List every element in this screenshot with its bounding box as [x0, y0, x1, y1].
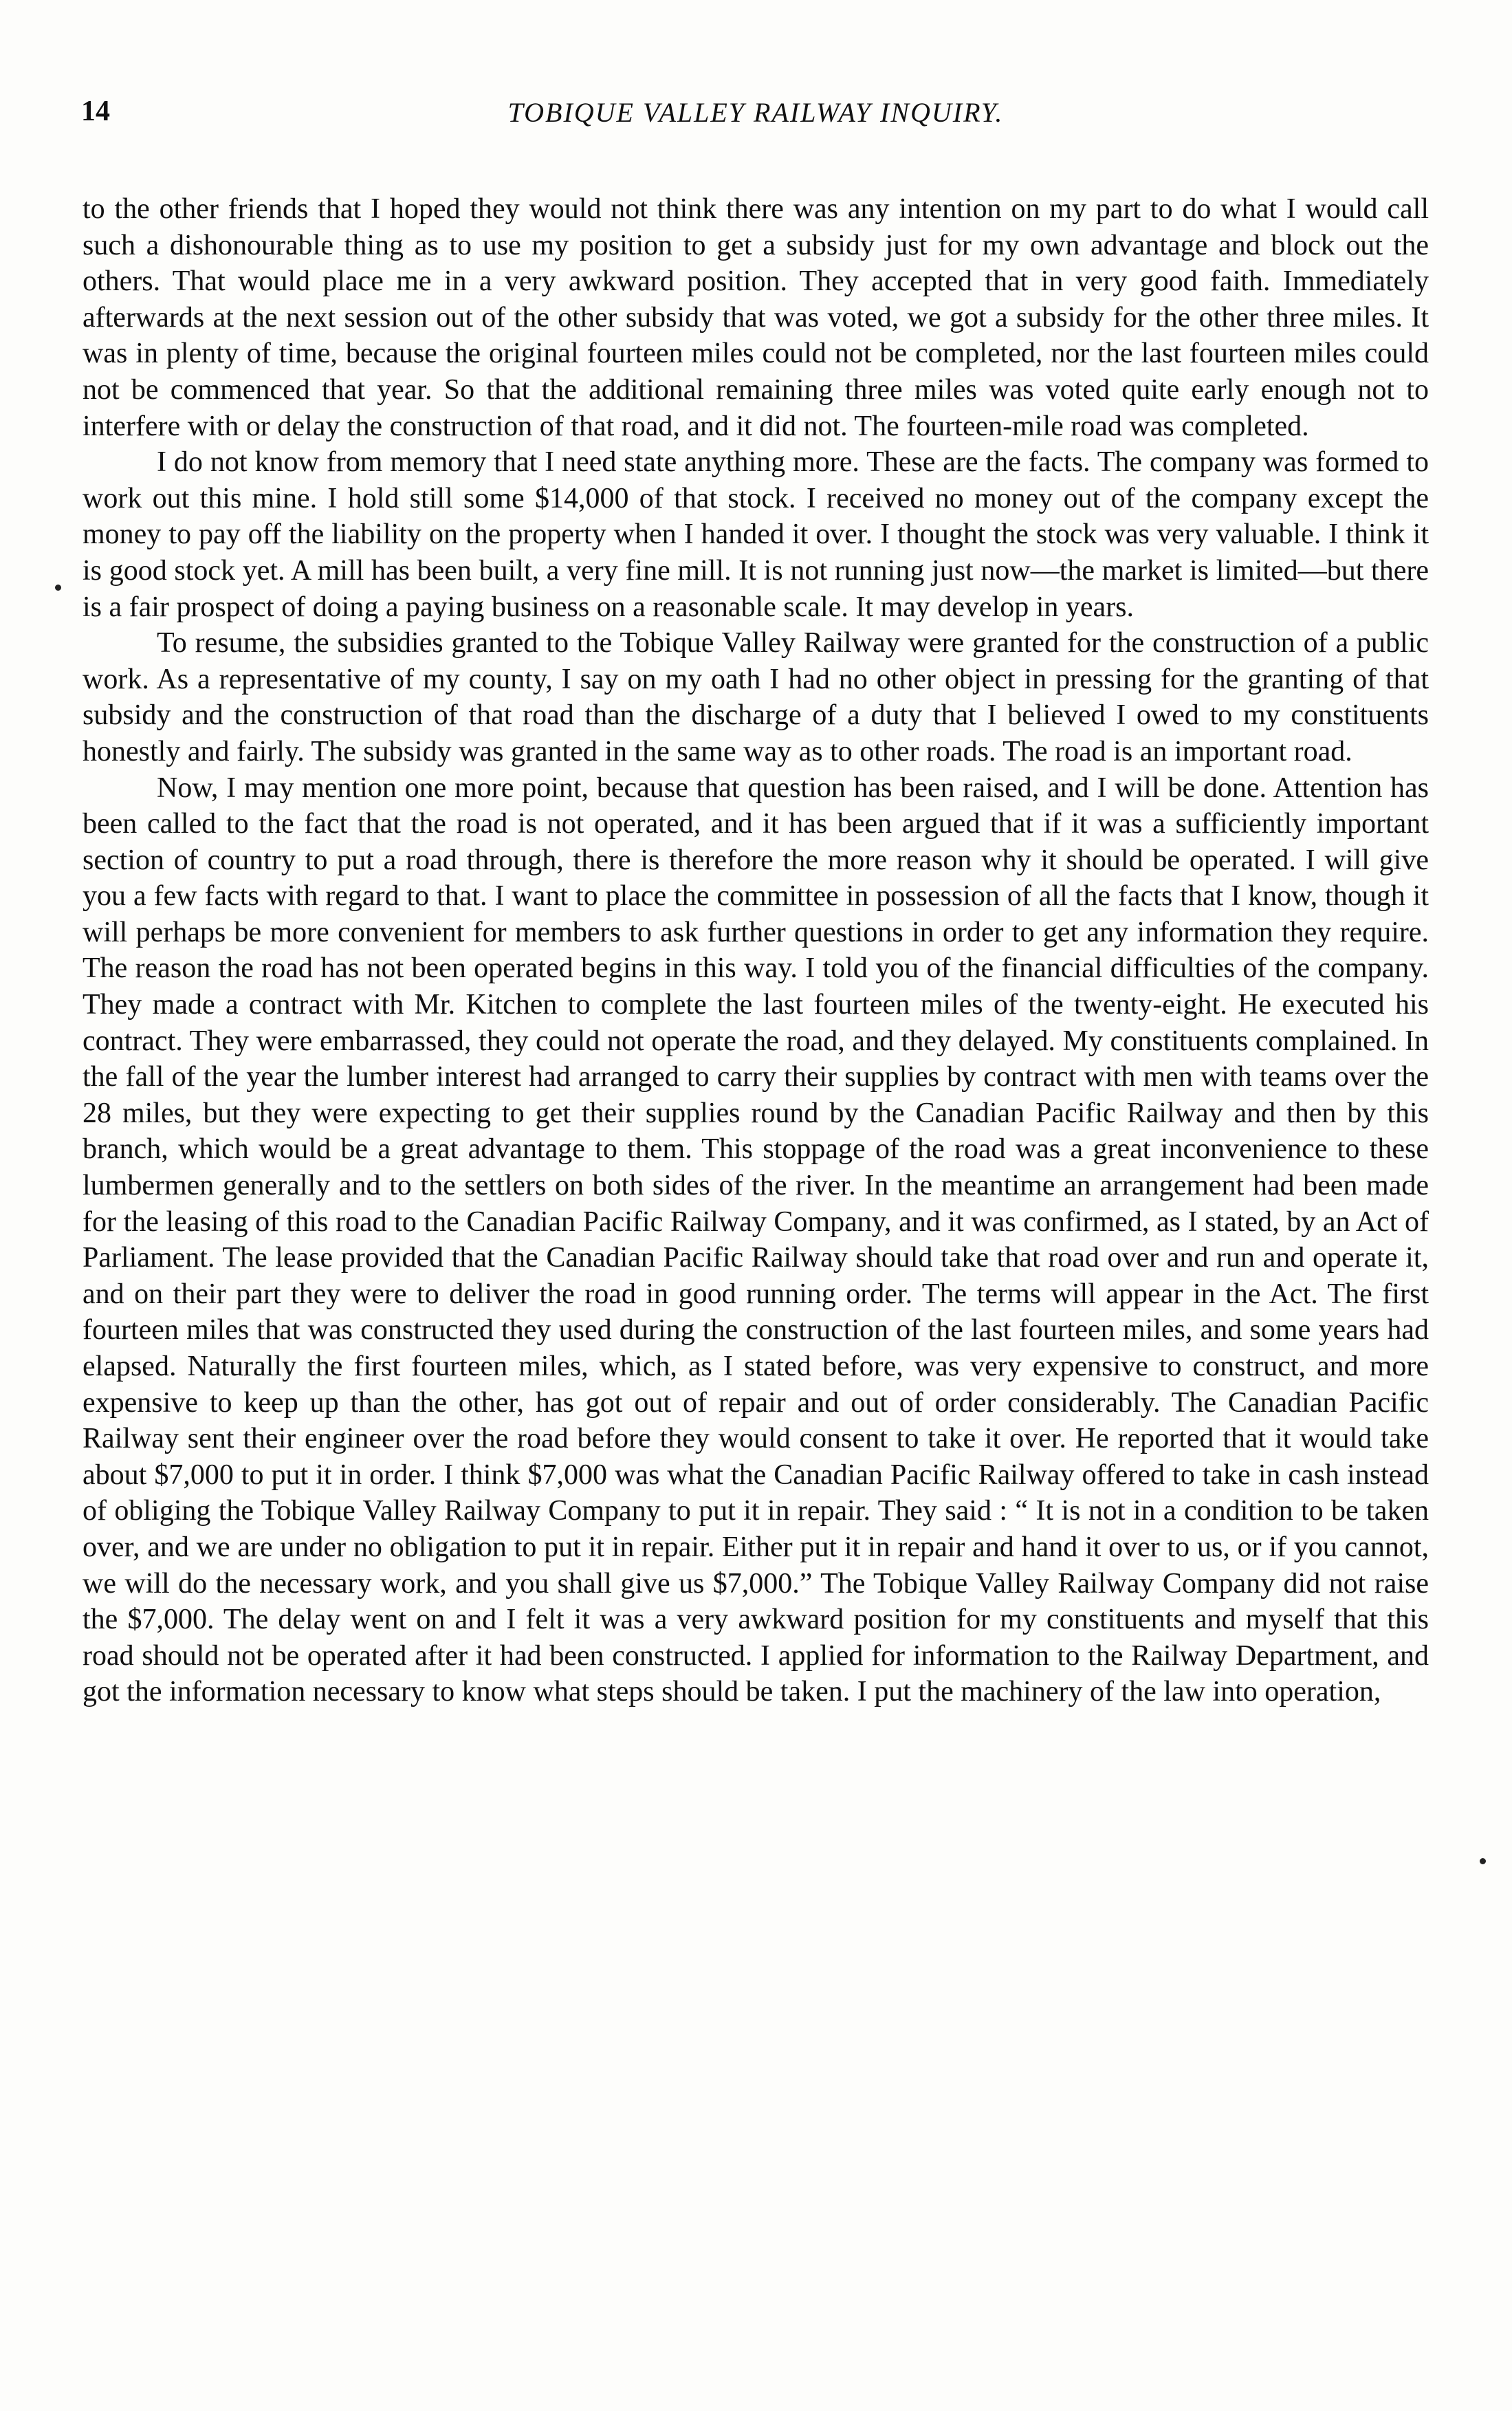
- page-header: [81, 95, 1430, 138]
- running-head: TOBIQUE VALLEY RAILWAY INQUIRY.: [507, 97, 1004, 128]
- page-number: 14: [81, 96, 110, 127]
- print-speck: [55, 585, 61, 591]
- paragraph: I do not know from memory that I need state anything more. These are the facts. The company was formed to work out this mine. I hold still some $14,000 of that stock. I received no money out of the company except the money to pay off the liability on the property when I handed it over. I thought the stock was very valuable. I think it is good stock yet. A mill has been built, a very fine mill. It is not running just now—the market is limited—but there is a fair prospect of doing a paying business on a reasonable scale. It may develop in years.: [83, 446, 1429, 623]
- body-text: [83, 191, 1429, 1710]
- paragraph: Now, I may mention one more point, because that question has been raised, and I will be done. Attention has been called to the fact that the road is not operated, and it has been argued that if it was a sufficiently important section of country to put a road through, there is therefore the more reason why it should be operated. I will give you a few facts with regard to that. I want to place the committee in possession of all the facts that I know, though it will perhaps be more convenient for members to ask further questions in order to get any information they require. The reason the road has not been operated begins in this way. I told you of the financial difficulties of the company. They made a contract with Mr. Kitchen to complete the last fourteen miles of the twenty-eight. He executed his contract. They were embarrassed, they could not operate the road, and they delayed. My constituents complained. In the fall of the year the lumber interest had arranged to carry their supplies by contract with men with teams over the 28 miles, but they were expecting to get their supplies round by the Canadian Pacific Railway and then by this branch, which would be a great advantage to them. This stoppage of the road was a great inconvenience to these lumbermen generally and to the settlers on both sides of the river. In the meantime an arrangement had been made for the leasing of this road to the Canadian Pacific Railway Company, and it was confirmed, as I stated, by an Act of Parliament. The lease provided that the Canadian Pacific Railway should take that road over and run and operate it, and on their part they were to deliver the road in good running order. The terms will appear in the Act. The first fourteen miles that was constructed they used during the construction of the last fourteen miles, and some years had elapsed. Naturally the first fourteen miles, which, as I stated before, was very expensive to construct, and more expensive to keep up than the other, has got out of repair and out of order considerably. The Canadian Pacific Railway sent their engineer over the road before they would consent to take it over. He reported that it would take about $7,000 to put it in order. I think $7,000 was what the Canadian Pacific Railway offered to take in cash instead of obliging the Tobique Valley Railway Company to put it in repair. They said : “ It is not in a condition to be taken over, and we are under no obligation to put it in repair. Either put it in repair and hand it over to us, or if you cannot, we will do the necessary work, and you shall give us $7,000.” The Tobique Valley Railway Company did not raise the $7,000. The delay went on and I felt it was a very awkward position for my constituents and myself that this road should not be operated after it had been constructed. I applied for information to the Railway Department, and got the information necessary to know what steps should be taken. I put the machinery of the law into operation,: [83, 772, 1429, 1708]
- paragraph: To resume, the subsidies granted to the Tobique Valley Railway were granted for the construction of a public work. As a representative of my county, I say on my oath I had no other object in pressing for the granting of that subsidy and the construction of that road than the discharge of a duty that I believed I owed to my constituents honestly and fairly. The subsidy was granted in the same way as to other roads. The road is an important road.: [83, 627, 1429, 767]
- print-speck: [1480, 1858, 1486, 1864]
- paragraph: to the other friends that I hoped they would not think there was any intention on my part to do what I would call such a dishonourable thing as to use my position to get a subsidy just for my own advantage and block out the others. That would place me in a very awkward position. They accepted that in very good faith. Immediately afterwards at the next session out of the other subsidy that was voted, we got a subsidy for the other three miles. It was in plenty of time, because the original fourteen miles could not be completed, nor the last fourteen miles could not be commenced that year. So that the additional remaining three miles was voted quite early enough not to interfere with or delay the construction of that road, and it did not. The fourteen-mile road was completed.: [83, 193, 1429, 442]
